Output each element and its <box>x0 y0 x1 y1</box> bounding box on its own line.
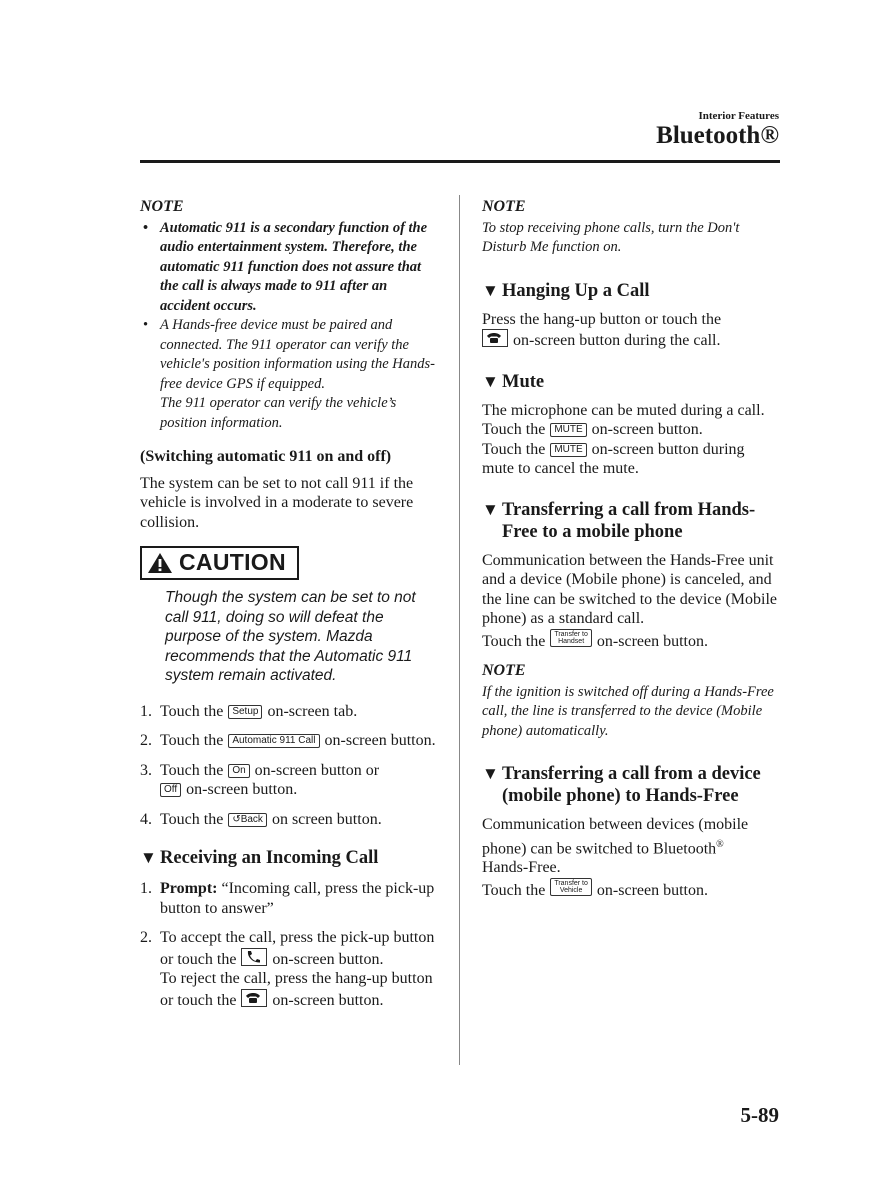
transfer-to-mobile-heading <box>482 499 780 543</box>
step-number: 4. <box>140 810 152 828</box>
hangup-heading <box>482 280 780 302</box>
page-title: Bluetooth® <box>656 122 779 149</box>
body-text: Touch the <box>482 421 546 438</box>
transfer-to-vehicle-button[interactable] <box>550 878 592 896</box>
hangup-button[interactable] <box>241 989 267 1007</box>
triangle-bullet-icon: ▼ <box>482 280 499 300</box>
left-column <box>140 197 440 1020</box>
right-column <box>482 197 780 900</box>
button-label: Handset <box>558 637 585 645</box>
step-item <box>140 702 440 722</box>
caution-word: CAUTION <box>179 549 286 576</box>
body-text: Communication between the Hands-Free unit and a device (Mobile phone) is canceled, and the line can be switched to the device (Mobile phone) as a standard call. <box>482 551 778 627</box>
setup-steps <box>140 702 440 830</box>
step-number: 2. <box>140 732 152 749</box>
body-text: Communication between devices (mobile phone) can be switched to Bluetooth <box>482 816 749 857</box>
phone-pickup-icon <box>245 950 261 963</box>
step-number: 1. <box>140 880 152 897</box>
note-list <box>140 219 440 434</box>
step-text: on screen button. <box>271 810 382 828</box>
note-item: • Automatic 911 is a secondary function of the audio entertainment system. Therefore, the automatic 911 function does not assure that the call is always made to 911 after an accident occurs. <box>140 219 440 317</box>
hangup-text <box>482 310 780 351</box>
phone-hangup-icon <box>245 991 261 1004</box>
step-text: on-screen tab. <box>267 702 358 720</box>
triangle-bullet-icon: ▼ <box>140 848 157 867</box>
transfer-to-handset-button[interactable] <box>550 629 592 647</box>
setup-tab-button[interactable]: Setup <box>228 705 262 719</box>
step-text: on-screen button. <box>186 781 298 798</box>
step-text: “Incoming call, press the pick-up button to answer” <box>160 880 435 917</box>
note-heading: NOTE <box>482 662 526 679</box>
caution-text: Though the system can be set to not call 911, doing so will defeat the purpose of the system. Mazda recommends that the Automatic 911 system remain activated. <box>165 589 416 684</box>
back-button-label: Back <box>240 813 263 825</box>
step-text: Touch the <box>160 702 224 720</box>
warning-icon <box>147 552 173 574</box>
automatic-911-call-button[interactable]: Automatic 911 Call <box>228 734 319 748</box>
body-text: The microphone can be muted during a call. <box>482 401 765 419</box>
registered-mark: ® <box>716 838 724 850</box>
heading-text: Hanging Up a Call <box>502 280 650 301</box>
step-text: To reject the call, press the hang-up button or touch the <box>160 970 433 1009</box>
step-item <box>140 879 440 918</box>
off-button[interactable]: Off <box>160 783 181 797</box>
note-item <box>140 316 440 433</box>
body-text: Touch the <box>482 881 546 899</box>
transfer-to-mobile-text <box>482 551 780 652</box>
heading-text: Transferring a call from a device (mobile phone) to Hands-Free <box>502 764 761 806</box>
switch-heading: (Switching automatic 911 on and off) <box>140 448 392 465</box>
incoming-call-heading <box>140 847 440 869</box>
body-text: Press the hang-up button or touch the <box>482 310 722 328</box>
button-label: Transfer to <box>554 630 588 638</box>
triangle-bullet-icon: ▼ <box>482 764 499 783</box>
step-text: To accept the call, press the pick-up button or touch the <box>160 929 435 968</box>
note-item-extra: The 911 operator can verify the vehicle’s position information. <box>160 395 397 431</box>
step-text: Touch the <box>160 810 224 828</box>
triangle-bullet-icon: ▼ <box>482 499 499 519</box>
step-text: on-screen button or <box>254 761 380 779</box>
header-rule <box>140 160 780 163</box>
step-number: 3. <box>140 761 152 779</box>
step-text: Touch the <box>160 761 224 779</box>
body-text: on-screen button. <box>591 421 703 438</box>
button-label: Vehicle <box>559 886 583 894</box>
step-item <box>140 928 440 1010</box>
column-divider <box>459 195 460 1065</box>
mute-heading <box>482 371 780 393</box>
heading-text: Mute <box>502 371 545 392</box>
heading-text: Transferring a call from Hands-Free to a mobile phone <box>502 499 756 542</box>
step-text: on-screen button. <box>272 950 384 968</box>
back-arrow-icon: ↺ <box>232 813 241 825</box>
caution-label <box>140 546 299 580</box>
section-label: Interior Features <box>698 110 779 122</box>
step-number: 2. <box>140 929 152 946</box>
note-heading: NOTE <box>482 198 526 215</box>
step-item <box>140 761 440 800</box>
step-text: on-screen button. <box>272 991 384 1009</box>
note-text: To stop receiving phone calls, turn the Don't Disturb Me function on. <box>482 219 740 255</box>
step-text: Touch the <box>160 732 224 749</box>
transfer-to-handsfree-text <box>482 815 780 900</box>
step-item <box>140 810 440 830</box>
prompt-label: Prompt: <box>160 880 218 897</box>
button-label: Transfer to <box>554 879 588 887</box>
page-number: 5-89 <box>740 1103 779 1127</box>
note-item-text: A Hands-free device must be paired and connected. The 911 operator can verify the vehicle's position information using the Hands-free device GPS if equipped. <box>160 317 435 392</box>
body-text: on-screen button. <box>596 632 708 650</box>
switch-text: The system can be set to not call 911 if the vehicle is involved in a moderate to severe collision. <box>140 474 414 531</box>
heading-text: Receiving an Incoming Call <box>160 848 379 868</box>
body-text: Touch the <box>482 632 546 650</box>
body-text: on-screen button. <box>596 881 708 899</box>
body-text: Touch the <box>482 440 546 458</box>
step-number: 1. <box>140 702 152 720</box>
transfer-to-handsfree-heading <box>482 763 780 807</box>
incoming-steps <box>140 879 440 1010</box>
body-text: on-screen button during the call. <box>513 332 721 349</box>
note-text: If the ignition is switched off during a Hands-Free call, the line is transferred to the device (Mobile phone) automatically. <box>482 683 774 739</box>
note-heading: NOTE <box>140 198 184 215</box>
body-text: Hands-Free. <box>482 859 561 877</box>
step-item <box>140 731 440 751</box>
mute-button[interactable]: MUTE <box>550 443 586 457</box>
on-button[interactable]: On <box>228 764 249 778</box>
mute-text <box>482 401 780 479</box>
body-text: on-screen button during mute to cancel the mute. <box>482 440 745 477</box>
pickup-button[interactable] <box>241 948 267 966</box>
mute-button[interactable]: MUTE <box>550 423 586 437</box>
back-button[interactable] <box>228 813 267 827</box>
step-text: on-screen button. <box>324 732 436 749</box>
hangup-button[interactable] <box>482 329 508 347</box>
triangle-bullet-icon: ▼ <box>482 371 499 391</box>
phone-hangup-icon <box>486 331 502 344</box>
